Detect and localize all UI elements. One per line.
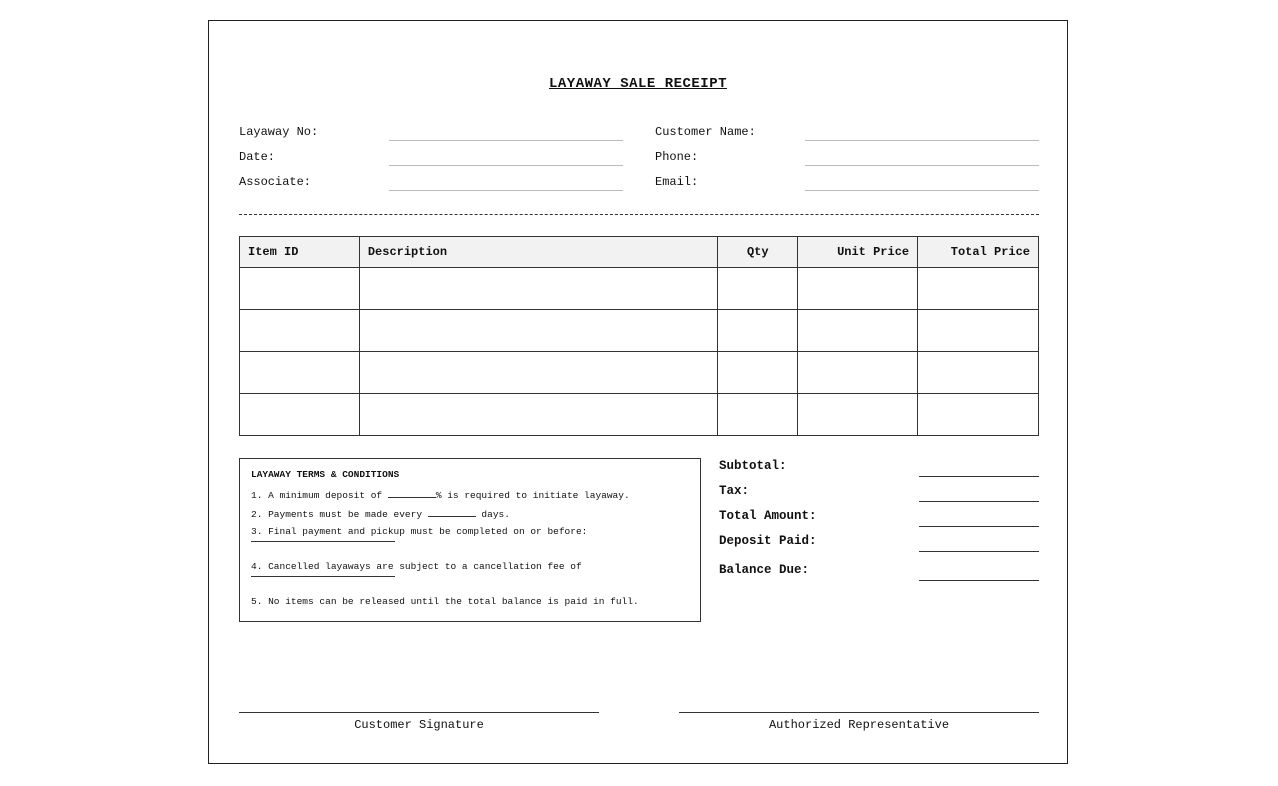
table-cell[interactable] (359, 352, 717, 394)
balance-due-label: Balance Due: (719, 563, 810, 577)
table-row (240, 352, 1039, 394)
subtotal-field[interactable] (919, 476, 1039, 477)
deposit-paid-field[interactable] (919, 551, 1039, 552)
term-1-text-end: % is required to initiate layaway. (435, 490, 630, 501)
receipt-title: LAYAWAY SALE RECEIPT (548, 76, 728, 92)
table-cell[interactable] (718, 268, 798, 310)
customer-name-field[interactable] (805, 140, 1039, 141)
table-cell[interactable] (918, 352, 1039, 394)
table-cell[interactable] (359, 268, 717, 310)
table-cell[interactable] (240, 310, 360, 352)
date-label: Date: (239, 150, 276, 164)
final-date-blank[interactable] (251, 541, 395, 542)
table-header-row (240, 237, 1039, 268)
table-cell[interactable] (240, 352, 360, 394)
term-1-text: 1. A minimum deposit of (251, 490, 388, 501)
date-field[interactable] (389, 165, 623, 166)
table-cell[interactable] (918, 394, 1039, 436)
customer-signature-line[interactable] (239, 712, 599, 713)
term-1 (251, 488, 689, 507)
table-cell[interactable] (359, 394, 717, 436)
table-row (240, 310, 1039, 352)
header-unit-price: Unit Price (798, 237, 918, 268)
cancellation-fee-blank[interactable] (251, 576, 395, 577)
table-cell[interactable] (718, 310, 798, 352)
table-cell[interactable] (240, 268, 360, 310)
subtotal-label: Subtotal: (719, 459, 787, 473)
term-2-text-end: days. (475, 509, 510, 520)
tax-field[interactable] (919, 501, 1039, 502)
email-field[interactable] (805, 190, 1039, 191)
terms-title: LAYAWAY TERMS & CONDITIONS (251, 469, 400, 480)
phone-field[interactable] (805, 165, 1039, 166)
table-row (240, 394, 1039, 436)
tax-label: Tax: (719, 484, 750, 498)
table-cell[interactable] (359, 310, 717, 352)
term-3: 3. Final payment and pickup must be completed on or before: (251, 526, 588, 537)
balance-due-field[interactable] (919, 580, 1039, 581)
term-5: 5. No items can be released until the total balance is paid in full. (251, 596, 639, 607)
total-amount-field[interactable] (919, 526, 1039, 527)
items-table (239, 236, 1039, 436)
table-row (240, 268, 1039, 310)
term-2 (251, 507, 689, 526)
table-cell[interactable] (918, 310, 1039, 352)
table-cell[interactable] (918, 268, 1039, 310)
header-qty: Qty (718, 237, 798, 268)
table-cell[interactable] (240, 394, 360, 436)
associate-label: Associate: (239, 175, 312, 189)
layaway-no-field[interactable] (389, 140, 623, 141)
dashed-divider (239, 214, 1039, 215)
deposit-paid-label: Deposit Paid: (719, 534, 817, 548)
table-cell[interactable] (718, 352, 798, 394)
deposit-percent-blank[interactable] (388, 488, 436, 498)
term-4: 4. Cancelled layaways are subject to a cancellation fee of (251, 561, 582, 572)
table-cell[interactable] (718, 394, 798, 436)
representative-signature-line[interactable] (679, 712, 1039, 713)
term-2-text: 2. Payments must be made every (251, 509, 428, 520)
associate-field[interactable] (389, 190, 623, 191)
table-cell[interactable] (798, 352, 918, 394)
customer-name-label: Customer Name: (655, 125, 756, 139)
receipt-page (208, 20, 1068, 764)
layaway-no-label: Layaway No: (239, 125, 319, 139)
phone-label: Phone: (655, 150, 699, 164)
header-total-price: Total Price (918, 237, 1039, 268)
customer-signature-label: Customer Signature (354, 718, 484, 732)
table-cell[interactable] (798, 268, 918, 310)
terms-box (239, 458, 701, 622)
table-cell[interactable] (798, 394, 918, 436)
header-description: Description (359, 237, 717, 268)
payment-days-blank[interactable] (428, 507, 476, 517)
table-cell[interactable] (798, 310, 918, 352)
email-label: Email: (655, 175, 699, 189)
representative-signature-label: Authorized Representative (768, 718, 950, 732)
total-amount-label: Total Amount: (719, 509, 817, 523)
header-item-id: Item ID (240, 237, 360, 268)
